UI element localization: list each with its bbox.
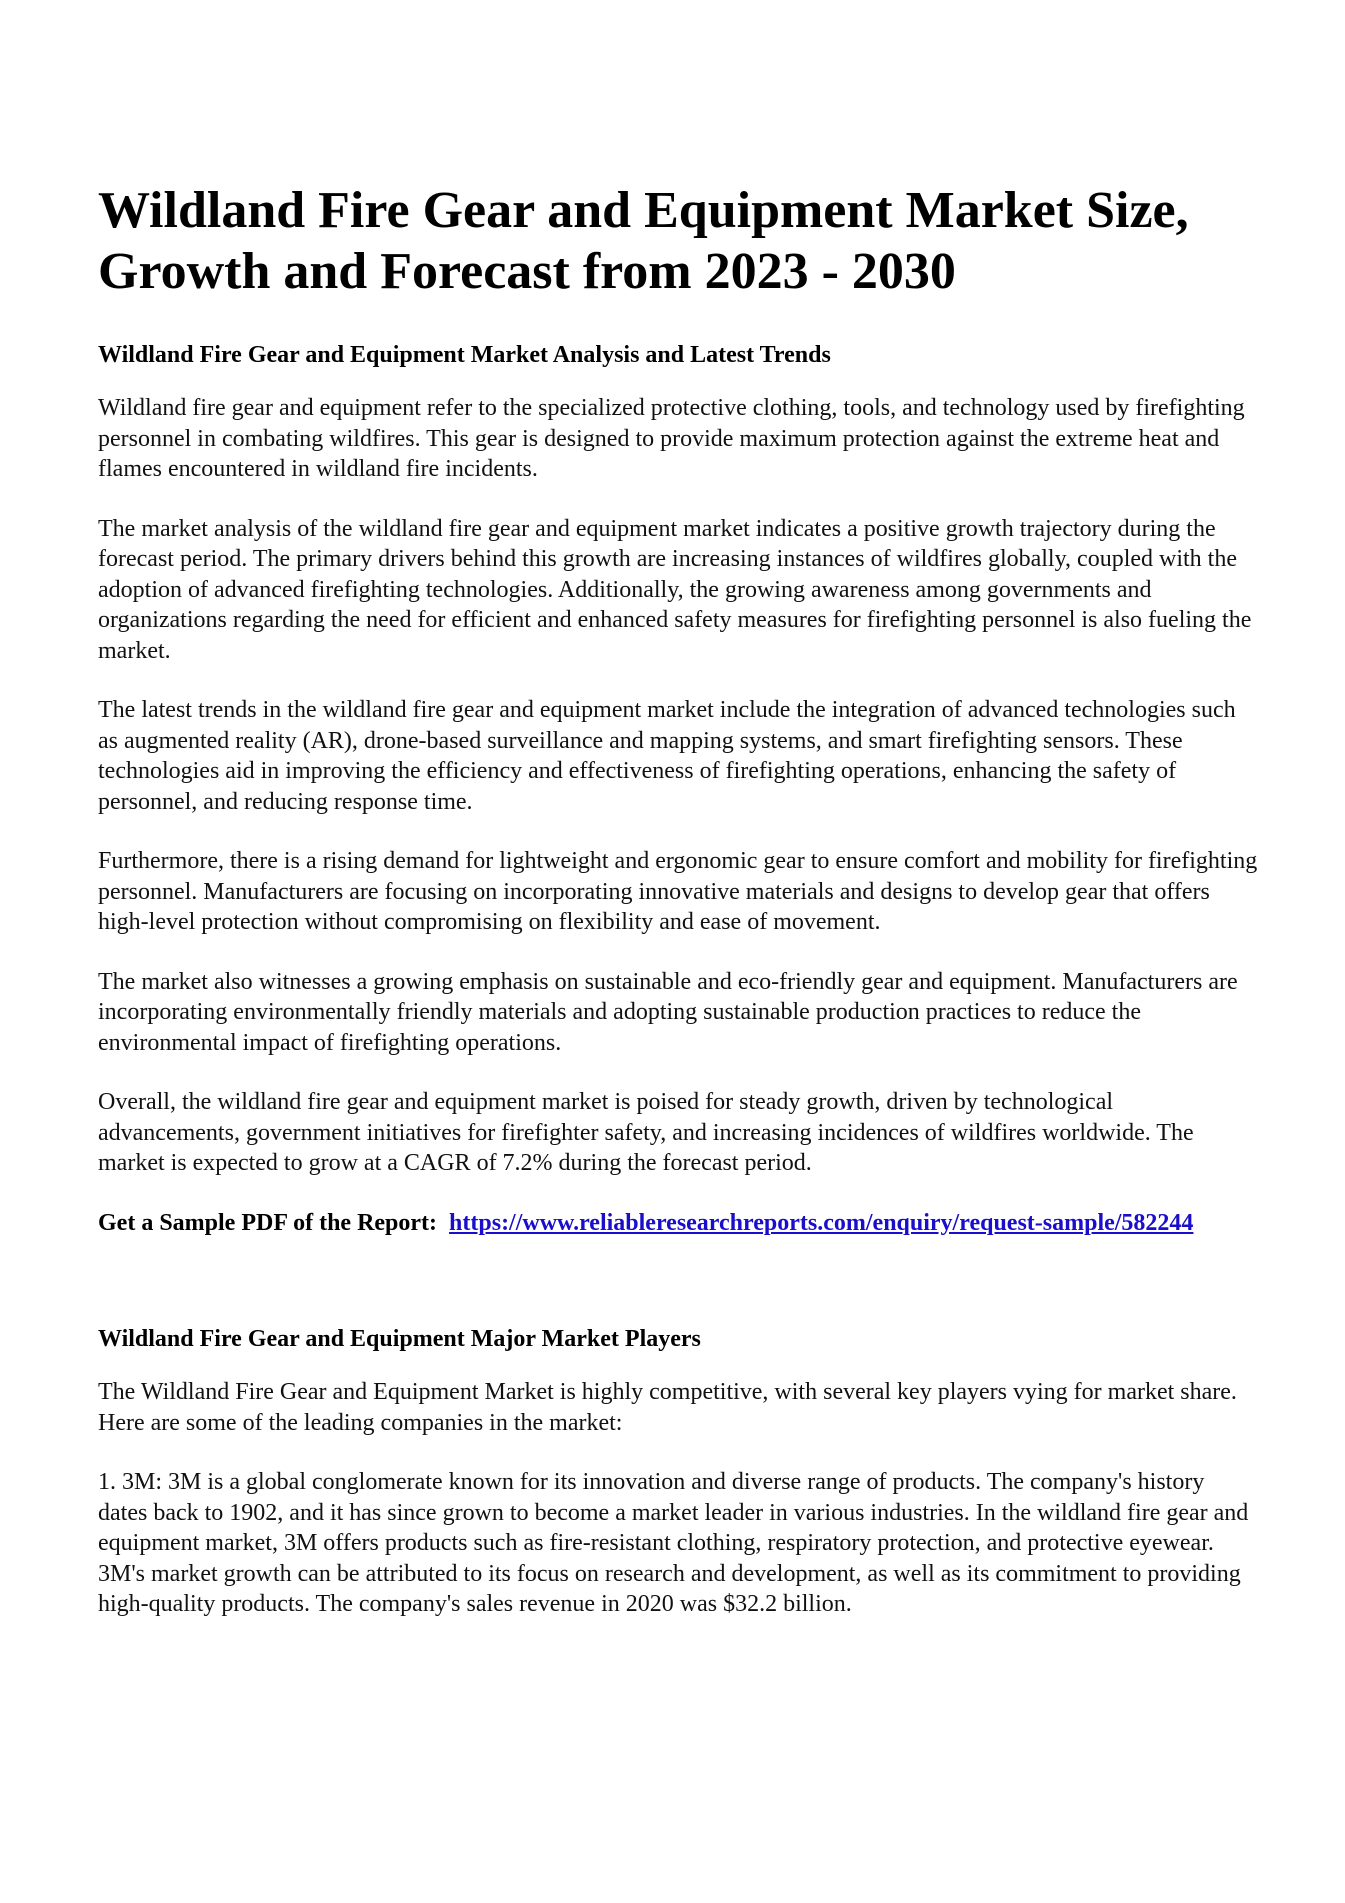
paragraph-latest-trends: The latest trends in the wildland fire gear and equipment market include the integration of advanced technologies such as augmented reality (AR), drone-based surveillance and mapping systems, and smart firefighting sensors. These technologies aid in improving the efficiency and effectiveness of firefighting operations, enhancing the safety of personnel, and reducing response time. [98,697,1236,815]
paragraph-overall-growth: Overall, the wildland fire gear and equipment market is poised for steady growth, driven by technological advancements, government initiatives for firefighter safety, and increasing incidences of wildfires worldwide. The market is expected to grow at a CAGR of 7.2% during the forecast period. [98,1089,1194,1176]
section-heading-market-players: Wildland Fire Gear and Equipment Major Market Players [98,1326,701,1352]
document-content [98,180,1258,1649]
paragraph-competitive-landscape: The Wildland Fire Gear and Equipment Market is highly competitive, with several key players vying for market share. Here are some of the leading companies in the market: [98,1379,1237,1436]
section-spacer [98,1238,1258,1324]
sample-pdf-link[interactable]: https://www.reliableresearchreports.com/enquiry/request-sample/582244 [449,1209,1194,1236]
section-heading-analysis: Wildland Fire Gear and Equipment Market Analysis and Latest Trends [98,342,831,368]
sample-pdf-label: Get a Sample PDF of the Report: [98,1209,438,1236]
page-title: Wildland Fire Gear and Equipment Market Size, Growth and Forecast from 2023 - 2030 [98,182,1189,300]
paragraph-intro: Wildland fire gear and equipment refer to the specialized protective clothing, tools, and technology used by firefighting personnel in combating wildfires. This gear is designed to provide maximum protection against the extreme heat and flames encountered in wildland fire incidents. [98,395,1245,482]
paragraph-market-analysis: The market analysis of the wildland fire gear and equipment market indicates a positive growth trajectory during the forecast period. The primary drivers behind this growth are increasing instances of wildfires globally, coupled with the adoption of advanced firefighting technologies. Additionally, the growing awareness among governments and organizations regarding the need for efficient and enhanced safety measures for firefighting personnel is also fueling the market. [98,515,1252,664]
paragraph-ergonomic-demand: Furthermore, there is a rising demand for lightweight and ergonomic gear to ensure comfort and mobility for firefighting personnel. Manufacturers are focusing on incorporating innovative materials and designs to develop gear that offers high-level protection without compromising on flexibility and ease of movement. [98,848,1258,935]
paragraph-player-3m: 1. 3M: 3M is a global conglomerate known for its innovation and diverse range of products. The company's history dates back to 1902, and it has since grown to become a market leader in various industries. In the wildland fire gear and equipment market, 3M offers products such as fire-resistant clothing, respiratory protection, and protective eyewear. 3M's market growth can be attributed to its focus on research and development, as well as its commitment to providing high-quality products. The company's sales revenue in 2020 was $32.2 billion. [98,1469,1249,1617]
sample-pdf-line [98,1208,1258,1239]
paragraph-sustainability: The market also witnesses a growing emphasis on sustainable and eco-friendly gear and equipment. Manufacturers are incorporating environmentally friendly materials and adopting sustainable production practices to reduce the environmental impact of firefighting operations. [98,968,1238,1056]
